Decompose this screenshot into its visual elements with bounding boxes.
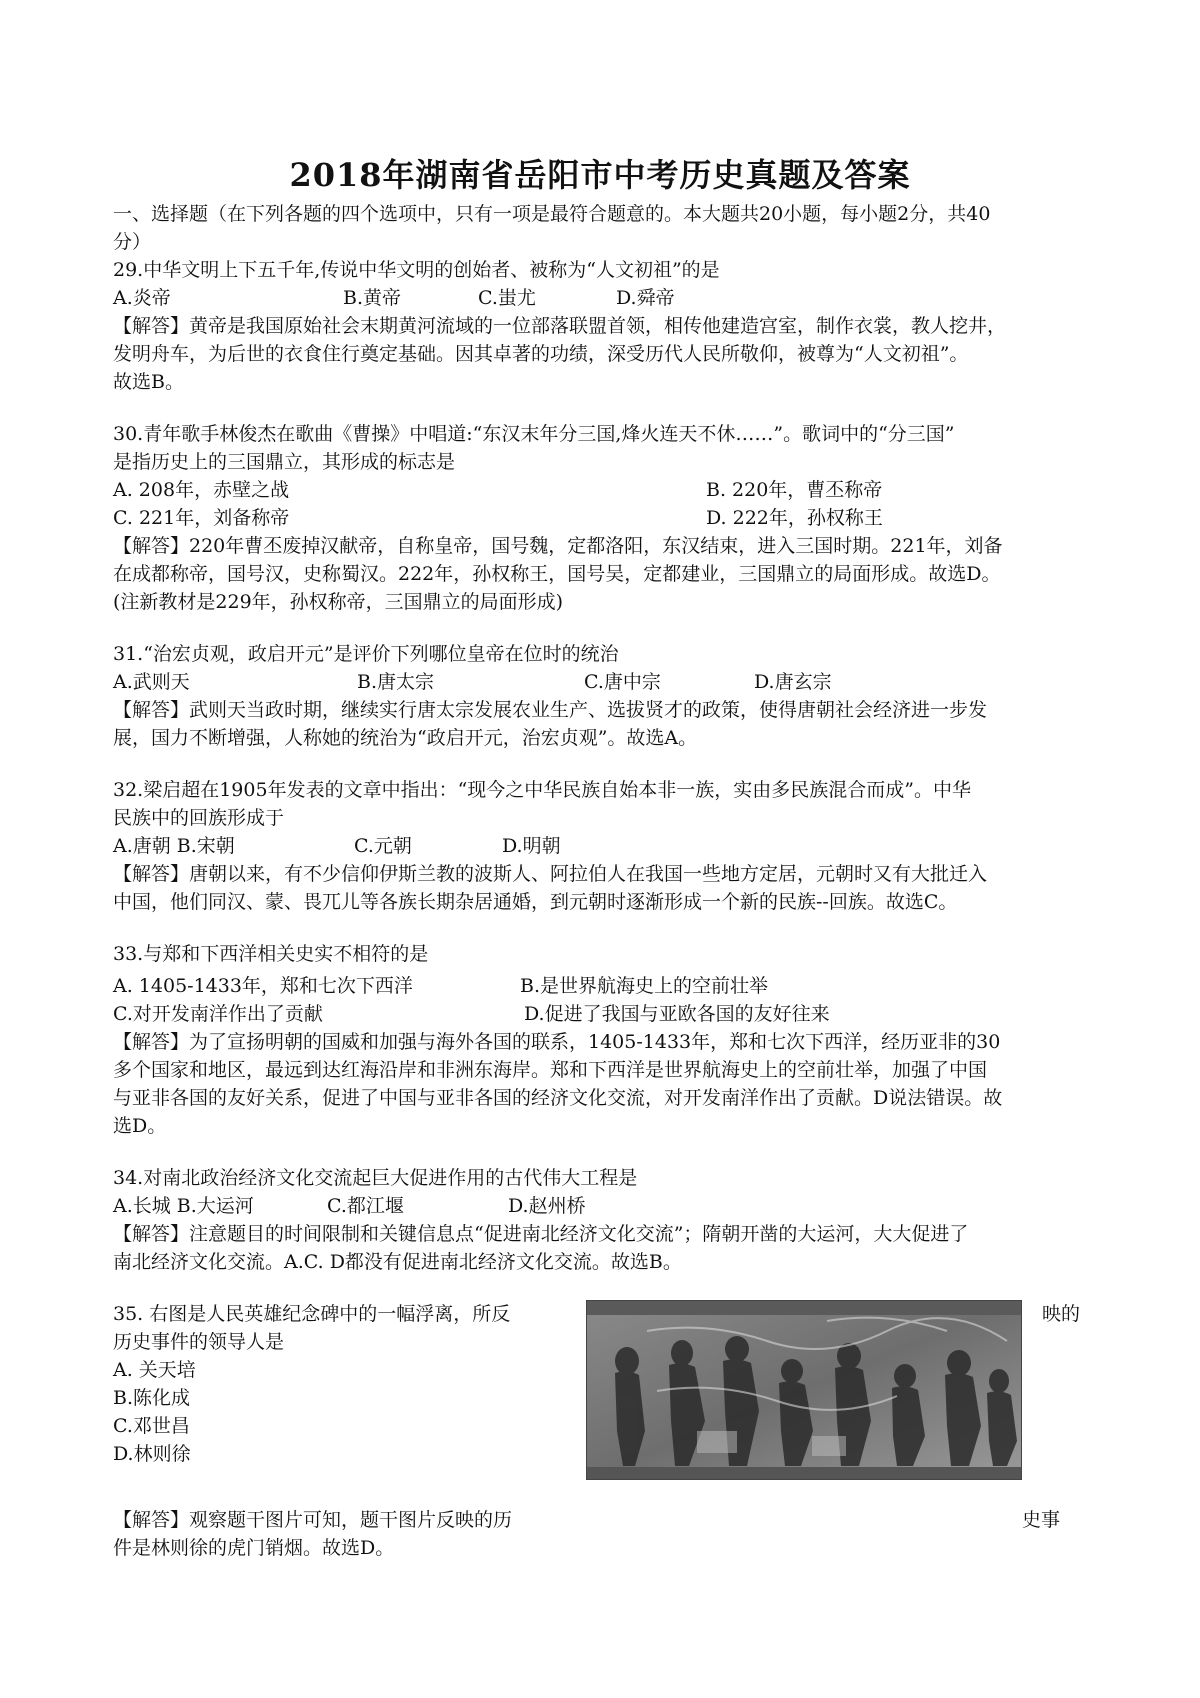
q30-answer-line: 在成都称帝，国号汉，史称蜀汉。222年，孙权称王，国号吴，定都建业，三国鼎立的局面形成。故选D。: [113, 563, 1001, 585]
q33-option-b: B.是世界航海史上的空前壮举: [520, 975, 769, 997]
q33-option-d: D.促进了我国与亚欧各国的友好往来: [524, 1003, 830, 1025]
q29-option-a: A.炎帝: [113, 287, 171, 309]
q30-option-d: D. 222年，孙权称王: [706, 507, 883, 529]
q31-option-a: A.武则天: [113, 671, 190, 693]
q35-answer-line-right: 史事: [1022, 1509, 1061, 1531]
q31-option-b: B.唐太宗: [357, 671, 435, 693]
q31-option-c: C.唐中宗: [584, 671, 661, 693]
relief-sculpture-image: [586, 1300, 1022, 1480]
q34-option-ab: A.长城 B.大运河: [113, 1195, 254, 1217]
q30-answer-line: 【解答】220年曹丕废掉汉献帝，自称皇帝，国号魏，定都洛阳，东汉结束，进入三国时期。221年，刘备: [113, 535, 1003, 557]
question-33-stem: 33.与郑和下西洋相关史实不相符的是: [113, 943, 429, 965]
question-35-stem: 35. 右图是人民英雄纪念碑中的一幅浮离，所反: [113, 1303, 511, 1325]
question-32-stem: 32.梁启超在1905年发表的文章中指出：“现今之中华民族自始本非一族，实由多民族混合而成”。中华: [113, 779, 971, 801]
question-32-stem-cont: 民族中的回族形成于: [113, 807, 285, 829]
q32-answer-line: 中国，他们同汉、蒙、畏兀儿等各族长期杂居通婚，到元朝时逐渐形成一个新的民族--回族。故选C。: [113, 891, 958, 913]
q33-option-a: A. 1405-1433年，郑和七次下西洋: [113, 975, 413, 997]
q30-option-c: C. 221年，刘备称帝: [113, 507, 290, 529]
question-31-stem: 31.“治宏贞观，政启开元”是评价下列哪位皇帝在位时的统治: [113, 643, 619, 665]
q32-option-c: C.元朝: [354, 835, 412, 857]
q33-answer-line: 多个国家和地区，最远到达红海沿岸和非洲东海岸。郑和下西洋是世界航海史上的空前壮举，加强了中国: [113, 1059, 988, 1081]
question-35-stem-right: 映的: [1042, 1303, 1081, 1325]
q32-option-d: D.明朝: [502, 835, 561, 857]
question-30-stem-cont: 是指历史上的三国鼎立，其形成的标志是: [113, 451, 456, 473]
question-29-stem: 29.中华文明上下五千年,传说中华文明的创始者、被称为“人文初祖”的是: [113, 259, 720, 281]
q34-option-c: C.都江堰: [327, 1195, 404, 1217]
question-35-stem-cont: 历史事件的领导人是: [113, 1331, 285, 1353]
q34-answer-line: 南北经济文化交流。A.C. D都没有促进南北经济文化交流。故选B。: [113, 1251, 682, 1273]
question-34-stem: 34.对南北政治经济文化交流起巨大促进作用的古代伟大工程是: [113, 1167, 638, 1189]
q29-answer-line: 【解答】黄帝是我国原始社会末期黄河流域的一位部落联盟首领，相传他建造宫室，制作衣裳，教人挖井，: [113, 315, 1007, 337]
q31-answer-line: 展，国力不断增强，人称她的统治为“政启开元，治宏贞观”。故选A。: [113, 727, 698, 749]
q29-option-b: B.黄帝: [343, 287, 402, 309]
q35-option-d: D.林则徐: [113, 1443, 191, 1465]
q35-option-a: A. 关天培: [113, 1359, 196, 1381]
question-30-stem: 30.青年歌手林俊杰在歌曲《曹操》中唱道:“东汉末年分三国,烽火连天不休……”。歌词中的“分三国”: [113, 423, 955, 445]
q32-option-ab: A.唐朝 B.宋朝: [113, 835, 235, 857]
q31-option-d: D.唐玄宗: [754, 671, 832, 693]
q31-answer-line: 【解答】武则天当政时期，继续实行唐太宗发展农业生产、选拔贤才的政策，使得唐朝社会经济进一步发: [113, 699, 988, 721]
q29-answer-line: 发明舟车，为后世的衣食住行奠定基础。因其卓著的功绩，深受历代人民所敬仰，被尊为“人文初祖”。: [113, 343, 969, 365]
q35-answer-line: 【解答】观察题干图片可知，题干图片反映的历: [113, 1509, 513, 1531]
q30-option-b: B. 220年，曹丕称帝: [706, 479, 883, 501]
q29-answer-line: 故选B。: [113, 371, 184, 393]
section-instructions: 一、选择题（在下列各题的四个选项中，只有一项是最符合题意的。本大题共20小题，每小题2分，共40: [113, 203, 991, 225]
q29-option-c: C.蚩尤: [478, 287, 536, 309]
q34-answer-line: 【解答】注意题目的时间限制和关键信息点“促进南北经济文化交流”；隋朝开凿的大运河，大大促进了: [113, 1223, 969, 1245]
q30-answer-line: (注新教材是229年，孙权称帝，三国鼎立的局面形成): [113, 591, 564, 613]
q33-answer-line: 【解答】为了宣扬明朝的国威和加强与海外各国的联系，1405-1433年，郑和七次下西洋，经历亚非的30: [113, 1031, 1001, 1053]
q33-option-c: C.对开发南洋作出了贡献: [113, 1003, 323, 1025]
q35-option-b: B.陈化成: [113, 1387, 191, 1409]
q33-answer-line: 选D。: [113, 1115, 167, 1137]
q29-option-d: D.舜帝: [616, 287, 675, 309]
q34-option-d: D.赵州桥: [508, 1195, 586, 1217]
q35-option-c: C.邓世昌: [113, 1415, 190, 1437]
q35-answer-line: 件是林则徐的虎门销烟。故选D。: [113, 1537, 395, 1559]
page-title: 2018年湖南省岳阳市中考历史真题及答案: [289, 156, 911, 194]
q33-answer-line: 与亚非各国的友好关系，促进了中国与亚非各国的经济文化交流，对开发南洋作出了贡献。D说法错误。故: [113, 1087, 1003, 1109]
section-instructions-cont: 分）: [113, 231, 152, 253]
q30-option-a: A. 208年，赤壁之战: [113, 479, 290, 501]
q32-answer-line: 【解答】唐朝以来，有不少信仰伊斯兰教的波斯人、阿拉伯人在我国一些地方定居，元朝时又有大批迁入: [113, 863, 988, 885]
